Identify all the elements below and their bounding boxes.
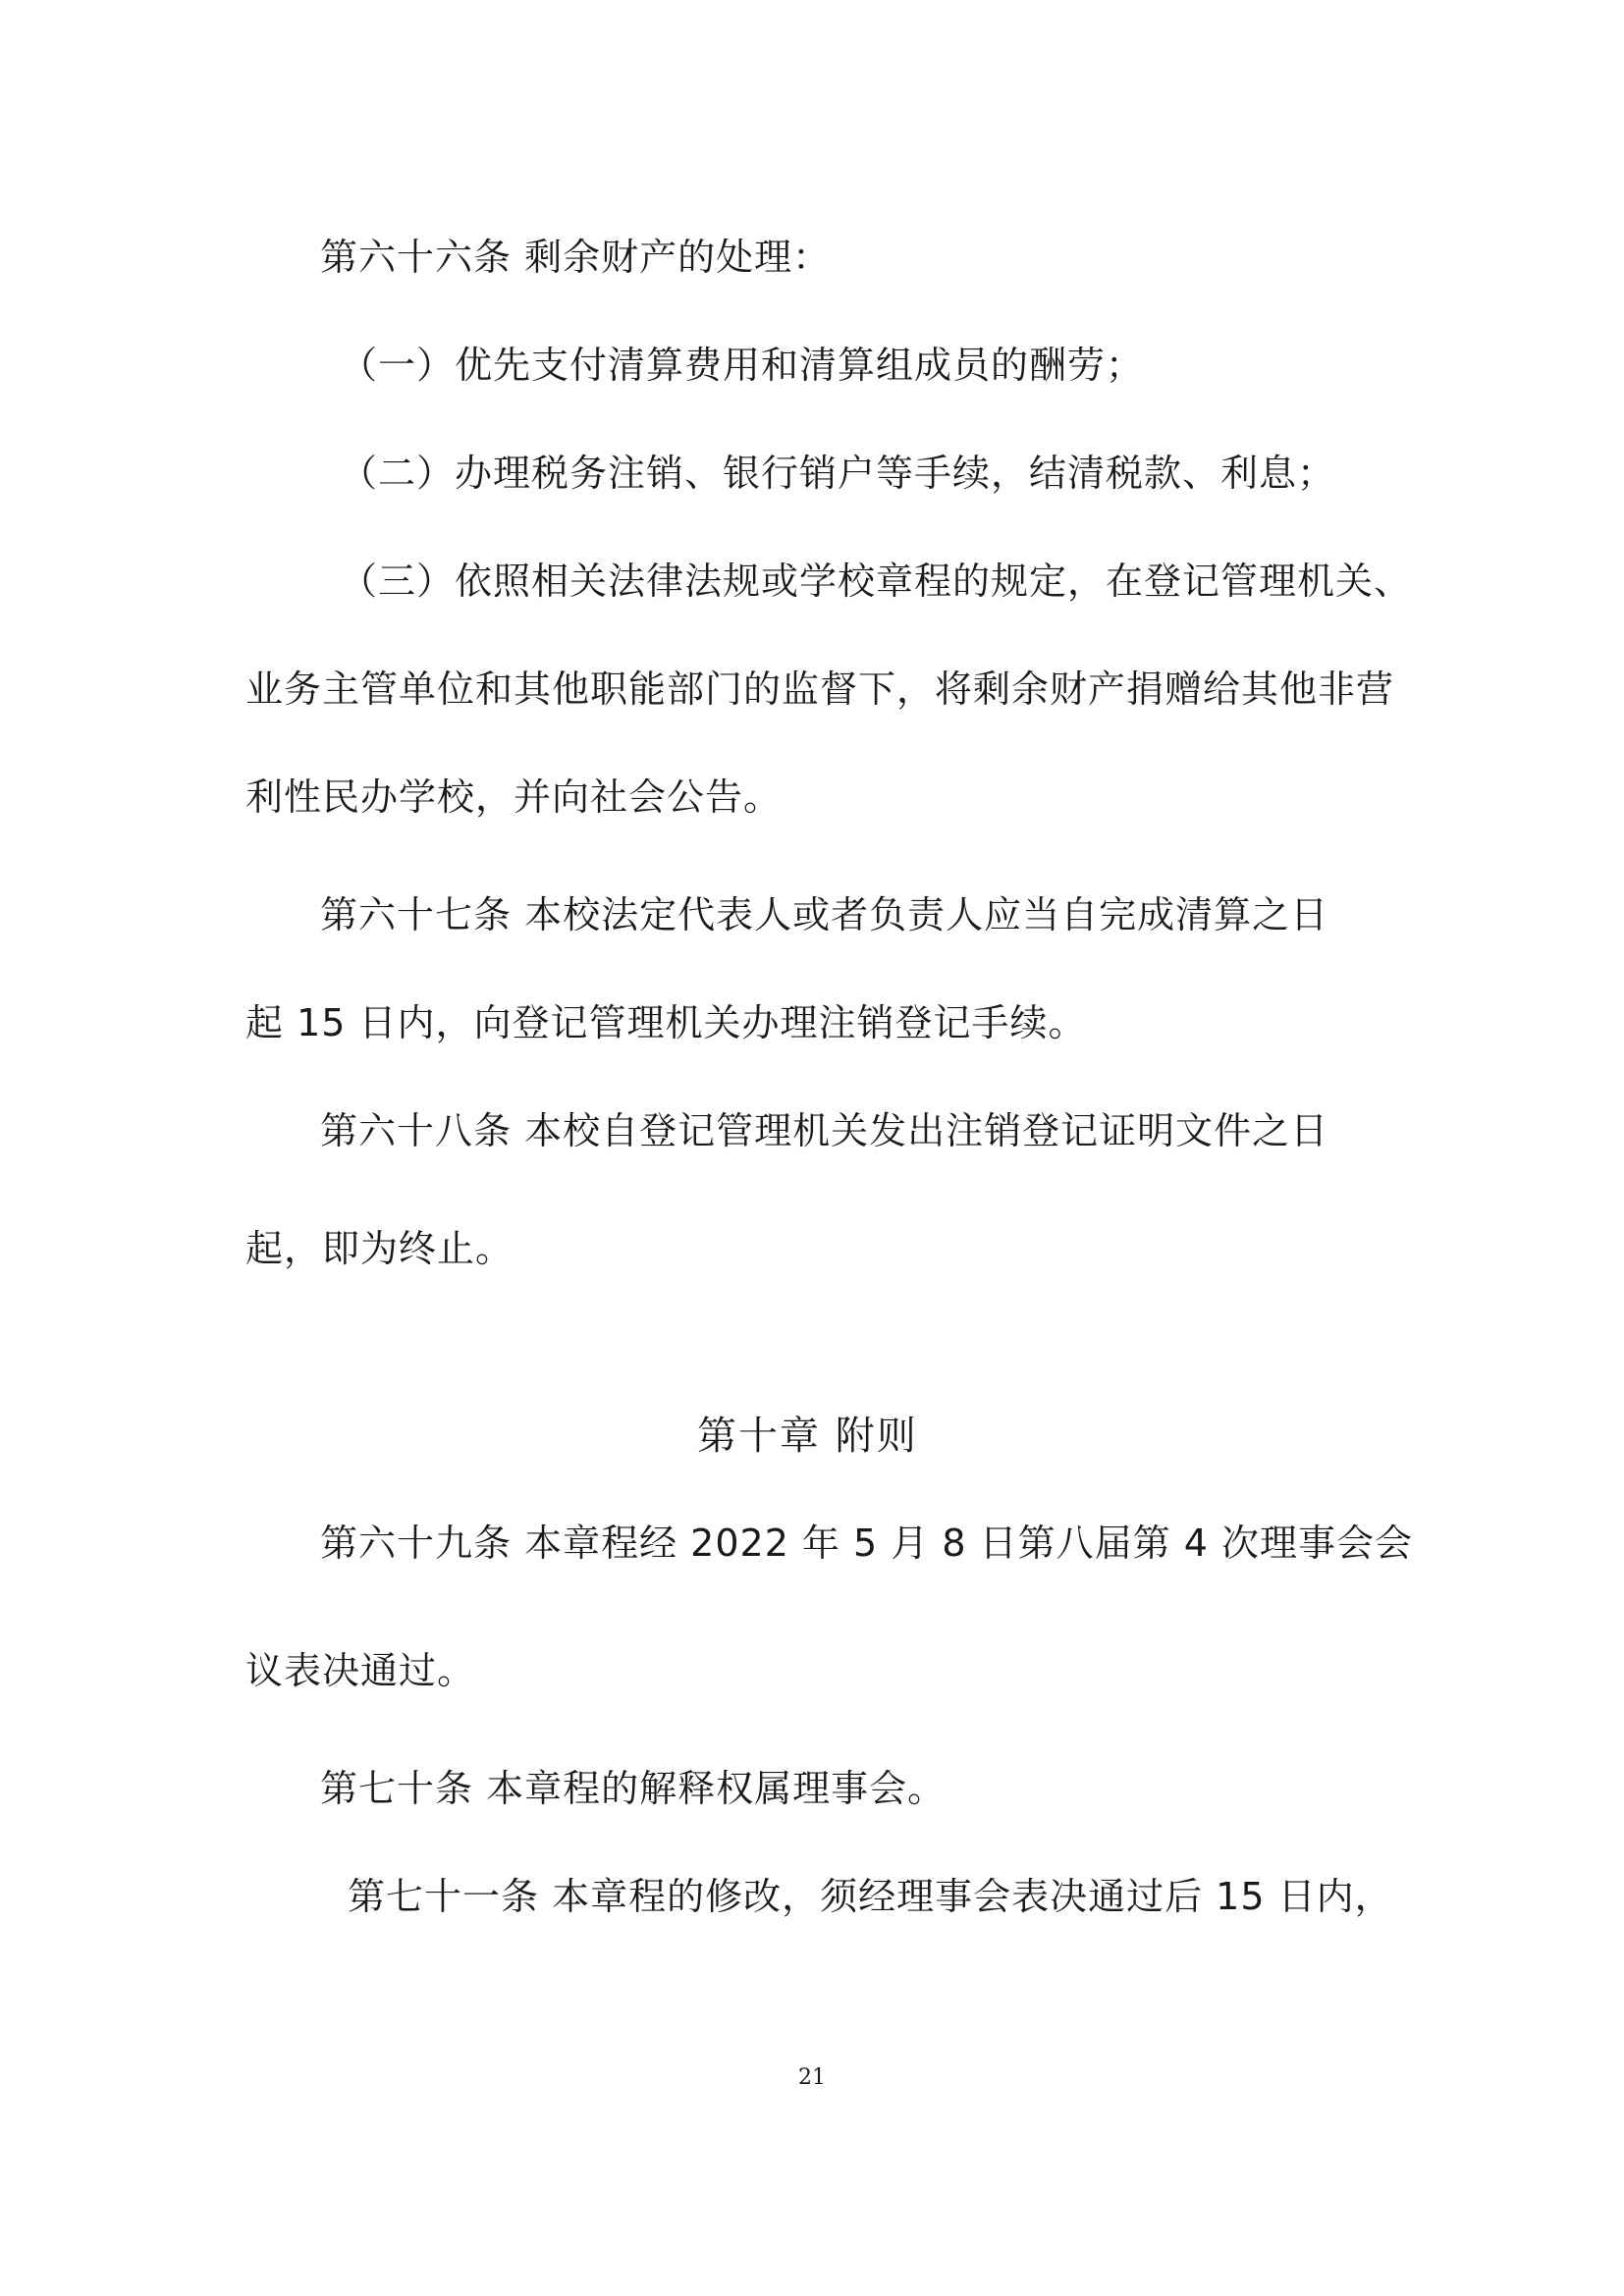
page-number: 21 <box>798 2065 826 2090</box>
article-66-item-2: （二）办理税务注销、银行销户等手续，结清税款、利息； <box>340 452 1336 495</box>
article-68-line-1: 第六十八条 本校自登记管理机关发出注销登记证明文件之日 <box>320 1109 1329 1152</box>
article-67-line-1: 第六十七条 本校法定代表人或者负责人应当自完成清算之日 <box>320 893 1329 936</box>
article-66-title: 第六十六条 剩余财产的处理： <box>320 236 832 279</box>
article-66-item-3-line-2: 业务主管单位和其他职能部门的监督下，将剩余财产捐赠给其他非营 <box>245 667 1395 711</box>
article-66-item-3-line-1: （三）依照相关法律法规或学校章程的规定，在登记管理机关、 <box>340 560 1413 603</box>
article-70: 第七十条 本章程的解释权属理事会。 <box>320 1767 947 1810</box>
article-66-item-3-line-3: 利性民办学校，并向社会公告。 <box>245 775 783 819</box>
article-69-line-1: 第六十九条 本章程经 2022 年 5 月 8 日第八届第 4 次理事会会 <box>320 1522 1413 1565</box>
article-68-line-2: 起，即为终止。 <box>245 1227 514 1270</box>
article-66-item-1: （一）优先支付清算费用和清算组成员的酬劳； <box>340 344 1145 387</box>
chapter-heading: 第十章 附则 <box>697 1414 918 1459</box>
article-69-line-2: 议表决通过。 <box>245 1649 476 1692</box>
article-67-line-2: 起 15 日内，向登记管理机关办理注销登记手续。 <box>245 1001 1087 1044</box>
article-71-line-1: 第七十一条 本章程的修改，须经理事会表决通过后 15 日内， <box>348 1875 1393 1918</box>
